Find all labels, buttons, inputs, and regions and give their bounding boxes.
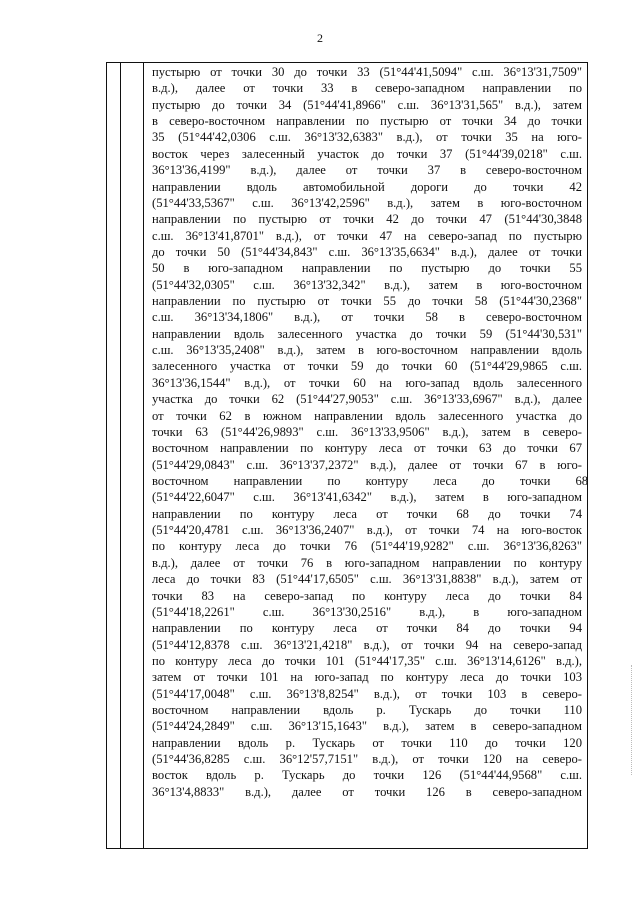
text-line: (51°44'36,8285 с.ш. 36°12'57,7151" в.д.), от точки 120 на северо- [152, 752, 582, 767]
text-line: направлении по пустырю от точки 55 до точки 58 (51°44'30,2368" [152, 294, 582, 309]
text-line: в северо-восточном направлении по пустырю от точки 34 до точки [152, 114, 582, 129]
text-line: направлении по контуру леса от точки 68 до точки 74 [152, 506, 582, 521]
text-line: направлении по контуру леса от точки 84 до точки 94 [152, 621, 582, 636]
text-line: леса до точки 83 (51°44'17,6505" с.ш. 36°13'31,8838" в.д.), затем от [152, 572, 582, 587]
text-line: (51°44'12,8378 с.ш. 36°13'21,4218" в.д.), от точки 94 на северо-запад [152, 637, 582, 652]
column-divider [120, 63, 121, 848]
document-table [106, 62, 588, 849]
text-line: (51°44'17,0048" с.ш. 36°13'8,8254" в.д.), от точки 103 в северо- [152, 686, 582, 701]
text-line: 35 (51°44'42,0306 с.ш. 36°13'32,6383" в.д.), от точки 35 на юго- [152, 130, 582, 145]
text-line: направлении вдоль автомобильной дороги до точки 42 [152, 179, 582, 194]
text-line: (51°44'22,6047" с.ш. 36°13'41,6342" в.д.), затем в юго-западном [152, 490, 582, 505]
text-line: (51°44'20,4781 с.ш. 36°13'36,2407" в.д.), от точки 74 на юго-восток [152, 523, 582, 538]
page-number: 2 [317, 31, 323, 45]
text-line: направлении вдоль залесенного участка до точки 59 (51°44'30,531" [152, 326, 582, 341]
text-line: по контуру леса до точки 101 (51°44'17,35" с.ш. 36°13'14,6126" в.д.), [152, 653, 582, 668]
text-line: 50 в юго-западном направлении по пустырю до точки 55 [152, 261, 582, 276]
column-divider [143, 63, 144, 848]
text-line: затем от точки 101 на юго-запад по контуру леса до точки 103 [152, 670, 582, 685]
text-line: с.ш. 36°13'35,2408" в.д.), затем в юго-восточном направлении вдоль [152, 343, 582, 358]
scan-edge-mark [631, 665, 634, 775]
text-line: по контуру леса до точки 76 (51°44'19,9282" с.ш. 36°13'36,8263" [152, 539, 582, 554]
text-line: (51°44'32,0305" с.ш. 36°13'32,342" в.д.), затем в юго-восточном [152, 277, 582, 292]
text-line: (51°44'24,2849" с.ш. 36°13'15,1643" в.д.), затем в северо-западном [152, 719, 582, 734]
text-line: пустырю от точки 30 до точки 33 (51°44'41,5094" с.ш. 36°13'31,7509" [152, 65, 582, 79]
text-line: с.ш. 36°13'41,8701" в.д.), от точки 47 на северо-запад по пустырю [152, 228, 582, 243]
text-line: (51°44'29,0843" с.ш. 36°13'37,2372" в.д.), далее от точки 67 в юго- [152, 457, 582, 472]
text-line: восточном направлении по контуру леса до точки 68 [152, 473, 589, 488]
text-line: восточном направлении по контуру леса от точки 63 до точки 67 [152, 441, 582, 456]
text-line: 36°13'36,1544" в.д.), от точки 60 на юго-запад вдоль залесенного [152, 375, 582, 390]
text-line: в.д.), далее от точки 33 в северо-западном направлении по [152, 81, 582, 96]
text-line: от точки 62 в южном направлении вдоль залесенного участка до [152, 408, 582, 423]
text-line: до точки 50 (51°44'34,843" с.ш. 36°13'35,6634" в.д.), далее от точки [152, 244, 582, 259]
text-line: с.ш. 36°13'34,1806" в.д.), от точки 58 в северо-восточном [152, 310, 582, 325]
text-line: восток вдоль р. Тускарь до точки 126 (51°44'44,9568" с.ш. [152, 768, 582, 783]
text-line: пустырю до точки 34 (51°44'41,8966" с.ш. 36°13'31,565" в.д.), затем [152, 97, 582, 112]
text-line: (51°44'33,5367" с.ш. 36°13'42,2596" в.д.), затем в юго-восточном [152, 195, 582, 210]
text-line: 36°13'4,8833" в.д.), далее от точки 126 в северо-западном [152, 784, 582, 799]
text-line: участка до точки 62 (51°44'27,9053" с.ш. 36°13'33,6967" в.д.), далее [152, 392, 582, 407]
boundary-description [152, 64, 589, 800]
text-line: точки 63 (51°44'26,9893" с.ш. 36°13'33,9506" в.д.), затем в северо- [152, 424, 582, 439]
text-line: (51°44'18,2261" с.ш. 36°13'30,2516" в.д.), в юго-западном [152, 604, 582, 619]
text-line: 36°13'36,4199" в.д.), далее от точки 37 в северо-восточном [152, 163, 582, 178]
text-line: направлении вдоль р. Тускарь от точки 110 до точки 120 [152, 735, 582, 750]
text-line: в.д.), далее от точки 76 в юго-западном направлении по контуру [152, 555, 582, 570]
text-line: восток через залесенный участок до точки 37 (51°44'39,0218" с.ш. [152, 146, 582, 161]
text-line: направлении по пустырю от точки 42 до точки 47 (51°44'30,3848 [152, 212, 582, 227]
text-line: залесенного участка от точки 59 до точки 60 (51°44'29,9865 с.ш. [152, 359, 582, 374]
text-line: восточном направлении вдоль р. Тускарь до точки 110 [152, 703, 582, 718]
text-line: точки 83 на северо-запад по контуру леса до точки 84 [152, 588, 582, 603]
